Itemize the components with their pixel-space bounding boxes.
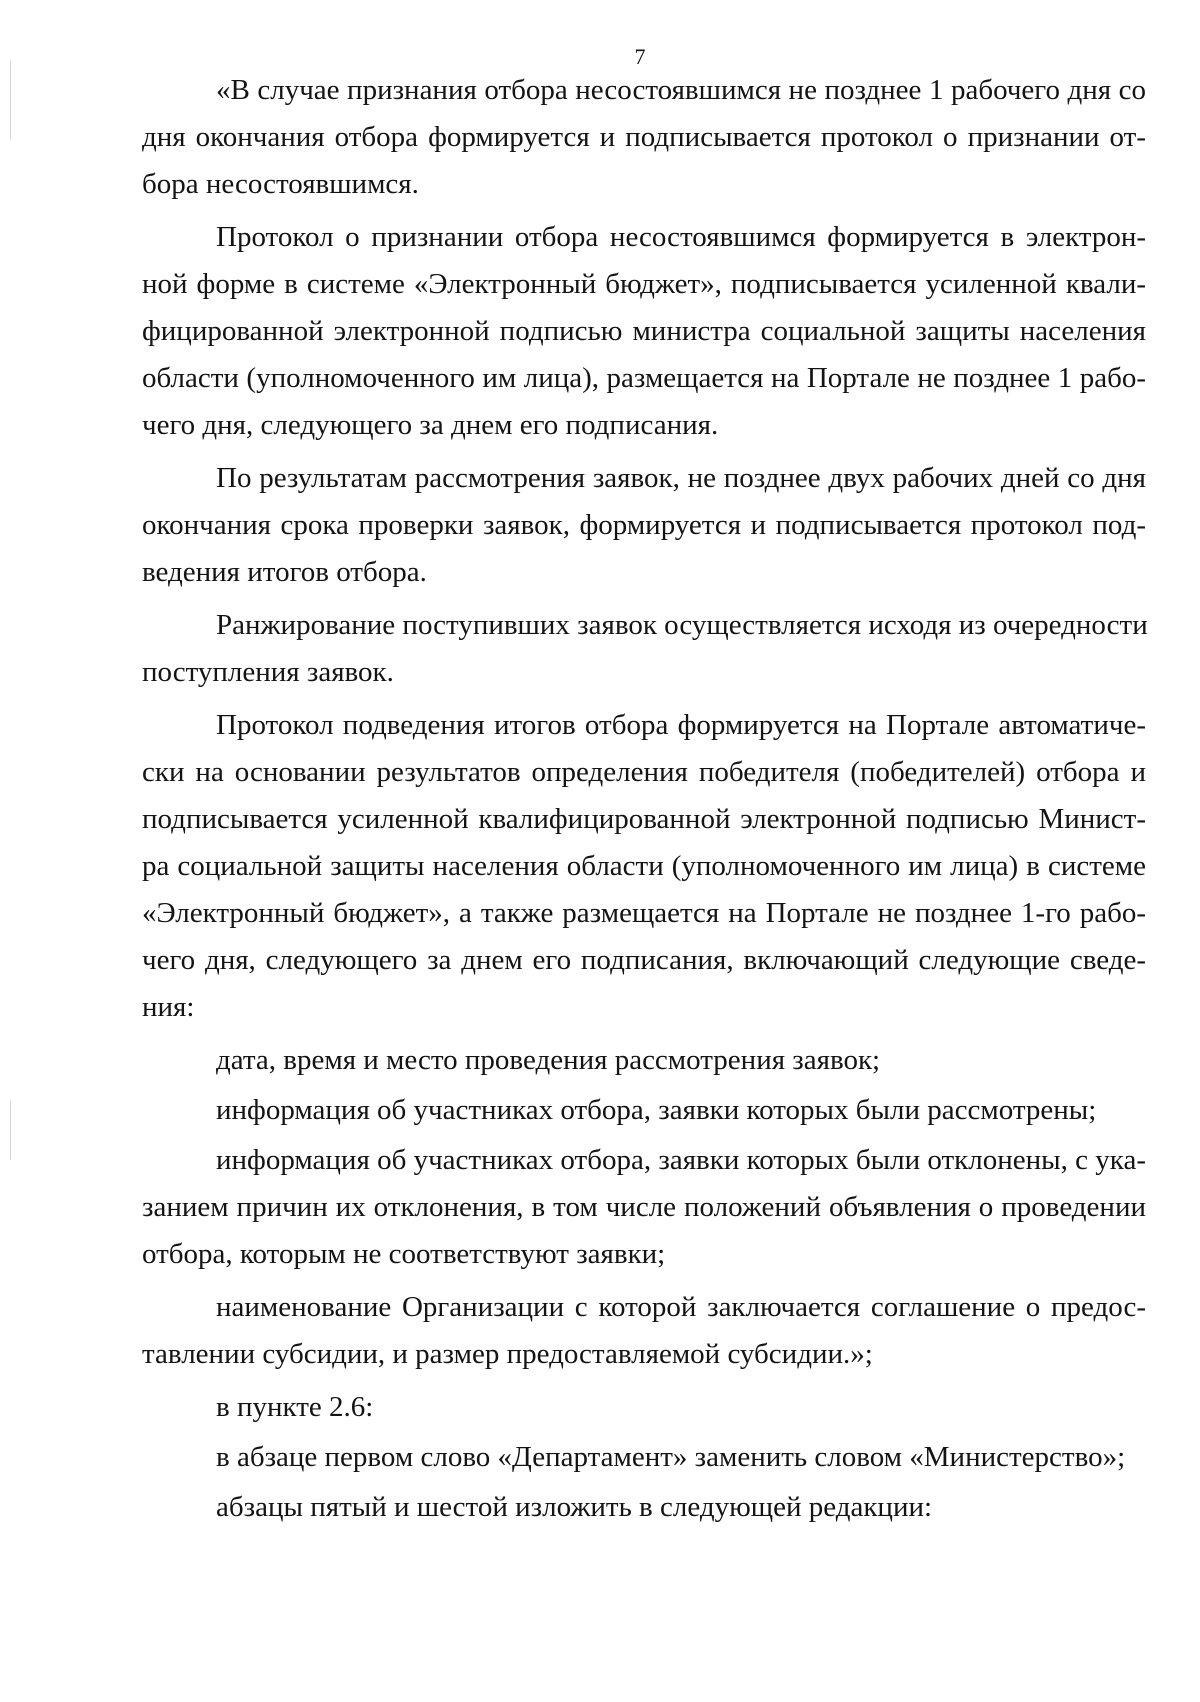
text-line: фицированной электронной подписью министра социальной защиты населения: [142, 315, 1146, 347]
text-line: отбора, которым не соответствуют заявки;: [142, 1238, 666, 1270]
text-line: ной форме в системе «Электронный бюджет», подписывается усиленной квали-: [142, 268, 1146, 300]
text-line: окончания срока проверки заявок, формируется и подписывается протокол под-: [142, 509, 1146, 541]
page-number: 7: [634, 44, 646, 69]
text-line: информация об участниках отбора, заявки которых были отклонены, с ука-: [216, 1144, 1146, 1176]
text-line: дня окончания отбора формируется и подписывается протокол о признании от-: [142, 121, 1146, 153]
text-line: ния:: [142, 991, 195, 1023]
text-line: тавлении субсидии, и размер предоставляемой субсидии.»;: [142, 1338, 873, 1370]
text-line: Протокол подведения итогов отбора формируется на Портале автоматиче-: [216, 709, 1146, 741]
text-line: ведения итогов отбора.: [142, 556, 427, 588]
scan-margin-mark: [10, 60, 11, 140]
text-line: Протокол о признании отбора несостоявшимся формируется в электрон-: [216, 221, 1146, 253]
text-line: абзацы пятый и шестой изложить в следующей редакции:: [216, 1491, 933, 1523]
scan-margin-mark: [10, 1100, 11, 1160]
text-line: информация об участниках отбора, заявки которых были рассмотрены;: [216, 1094, 1097, 1126]
text-line: в абзаце первом слово «Департамент» заменить словом «Министерство»;: [216, 1441, 1126, 1473]
text-line: бора несостоявшимся.: [142, 168, 419, 200]
text-line: дата, время и место проведения рассмотрения заявок;: [216, 1044, 881, 1076]
text-line: Ранжирование поступивших заявок осуществляется исходя из очередности: [216, 609, 1148, 641]
text-line: подписывается усиленной квалифицированной электронной подписью Минист-: [142, 803, 1146, 835]
text-line: «Электронный бюджет», а также размещается на Портале не позднее 1-го рабо-: [142, 897, 1146, 929]
text-line: чего дня, следующего за днем его подписания.: [142, 409, 719, 441]
text-line: наименование Организации с которой заключается соглашение о предос-: [216, 1291, 1146, 1323]
text-line: По результатам рассмотрения заявок, не позднее двух рабочих дней со дня: [216, 462, 1146, 494]
text-line: ски на основании результатов определения победителя (победителей) отбора и: [142, 756, 1146, 788]
text-line: поступления заявок.: [142, 656, 394, 688]
text-line: области (уполномоченного им лица), размещается на Портале не позднее 1 рабо-: [142, 362, 1146, 394]
text-line: «В случае признания отбора несостоявшимся не позднее 1 рабочего дня со: [216, 74, 1146, 106]
text-line: занием причин их отклонения, в том числе положений объявления о проведении: [142, 1191, 1146, 1223]
text-line: чего дня, следующего за днем его подписания, включающий следующие сведе-: [142, 944, 1146, 976]
text-line: в пункте 2.6:: [216, 1391, 374, 1423]
text-line: ра социальной защиты населения области (уполномоченного им лица) в системе: [142, 850, 1146, 882]
